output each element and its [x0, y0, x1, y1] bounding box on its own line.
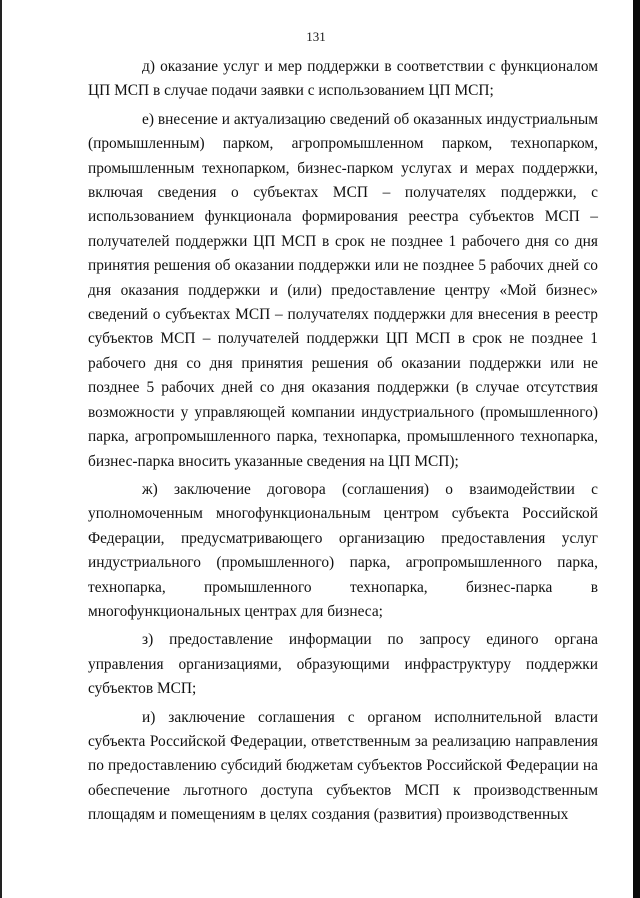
paragraph-d: д) оказание услуг и мер поддержки в соответствии с функционалом ЦП МСП в случае подачи заявки с использованием ЦП МСП;	[88, 58, 598, 100]
document-body	[88, 55, 598, 832]
page-number: 131	[306, 29, 326, 44]
paragraph-z: з) предоставление информации по запросу единого органа управления организациями, образующими инфраструктуру поддержки субъектов МСП;	[88, 631, 598, 698]
paragraph-e: е) внесение и актуализацию сведений об оказанных индустриальным (промышленным) парком, агропромышленном парком, технопарком, промышленным технопарком, бизнес-парком услугах и мерах поддержки, включая сведения о субъектах МСП – получателях поддержки, с использованием функционала формирования реестра субъектов МСП – получателей поддержки ЦП МСП в срок не позднее 1 рабочего дня со дня принятия решения об оказании поддержки или не позднее 5 рабочих дней со дня оказания поддержки и (или) предоставление центру «Мой бизнес» сведений о субъектах МСП – получателях поддержки для внесения в реестр субъектов МСП – получателей поддержки ЦП МСП в срок не позднее 1 рабочего дня со дня принятия решения об оказании поддержки или не позднее 5 рабочих дней со дня оказания поддержки (в случае отсутствия возможности у управляющей компании индустриального (промышленного) парка, агропромышленного парка, технопарка, промышленного технопарка, бизнес-парка вносить указанные сведения на ЦП МСП);	[88, 110, 598, 470]
scan-edge-right	[633, 0, 640, 898]
paragraph-zh: ж) заключение договора (соглашения) о взаимодействии с уполномоченным многофункциональным центром субъекта Российской Федерации, предусматривающего организацию предоставления услуг индустриального (промышленного) парка, агропромышленного парка, технопарка, промышленного технопарка, бизнес-парка в многофункциональных центрах для бизнеса;	[88, 480, 598, 620]
scan-edge-left	[0, 0, 2, 898]
paragraph-i: и) заключение соглашения с органом исполнительной власти субъекта Российской Федерации, ответственным за реализацию направления по предоставлению субсидий бюджетам субъектов Российской Федерации на обеспечение льготного доступа субъектов МСП к производственным площадям и помещениям в целях создания (развития) производственных	[88, 708, 598, 824]
